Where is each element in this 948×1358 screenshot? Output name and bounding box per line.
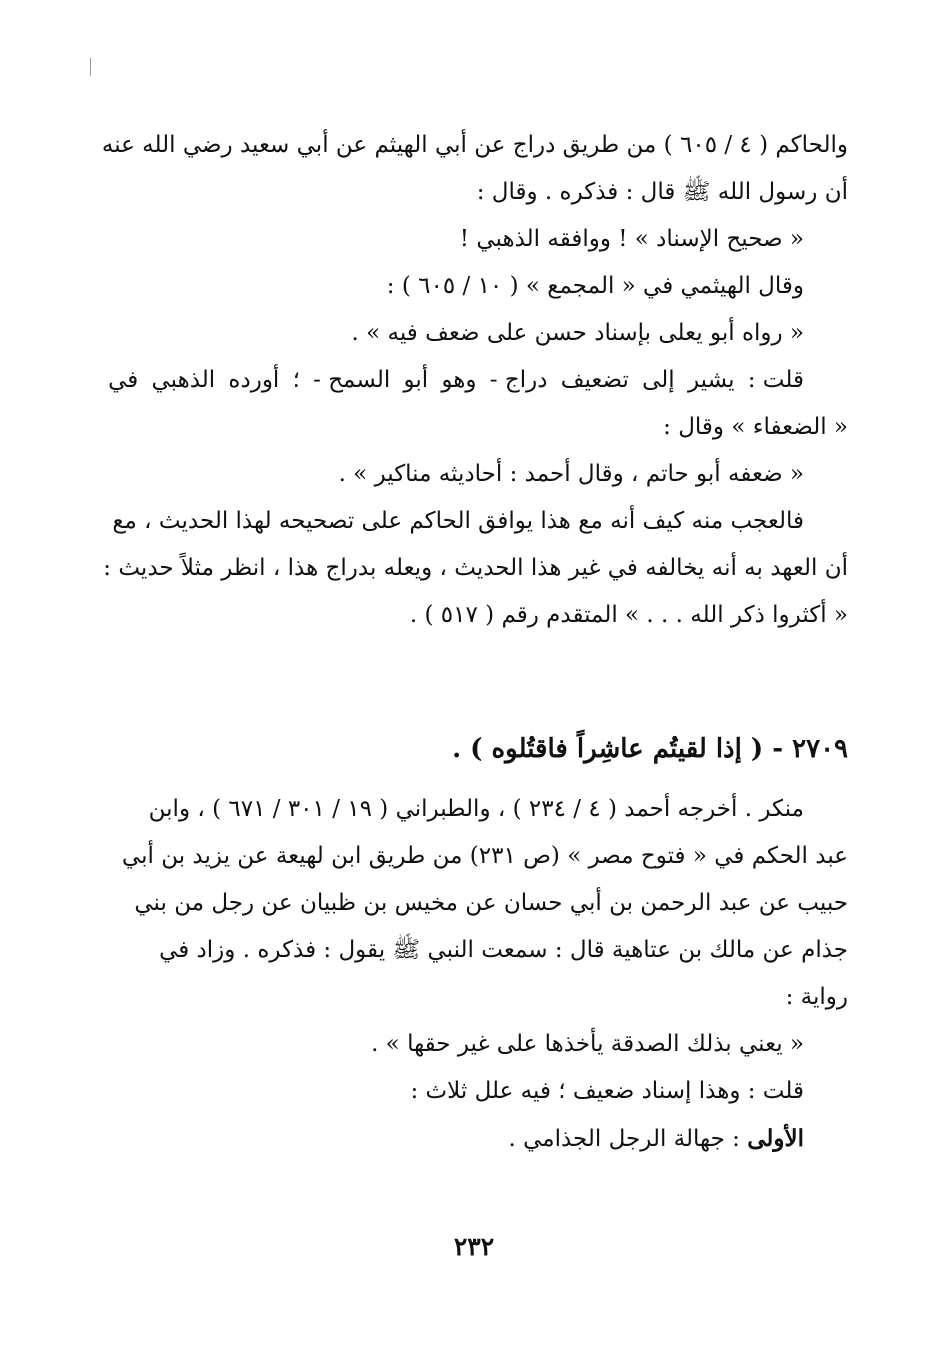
text-line: جذام عن مالك بن عتاهية قال : سمعت النبي ﷺ يقول : فذكره . وزاد في <box>159 937 848 963</box>
word: في <box>108 367 139 393</box>
hadith-heading <box>108 726 848 773</box>
quote-line: « صحيح الإسناد » ! ووافقه الذهبي ! <box>459 226 804 252</box>
text-line <box>108 1115 848 1162</box>
text-line: قلت : وهذا إسناد ضعيف ؛ فيه علل ثلاث : <box>410 1078 804 1104</box>
commentary-block <box>101 122 848 639</box>
word: تضعيف <box>560 367 629 393</box>
text-line: « أكثروا ذكر الله . . . » المتقدم رقم ( ٥١٧ ) . <box>409 602 848 628</box>
word: ؛ <box>292 367 300 393</box>
text-line: حبيب عن عبد الرحمن بن أبي حسان عن مخيس بن ظبيان عن رجل من بني <box>134 890 848 916</box>
text-line: منكر . أخرجه أحمد ( ٤ / ٢٣٤ ) ، والطبراني ( ١٩ / ٣٠١ / ٦٧١ ) ، وابن <box>148 796 804 822</box>
text-line: رواية : <box>785 984 848 1010</box>
word: قلت : <box>747 367 804 393</box>
justified-line <box>108 357 848 404</box>
word: أورده <box>228 367 280 393</box>
text-line: فالعجب منه كيف أنه مع هذا يوافق الحاكم على تصحيحه لهذا الحديث ، مع <box>112 508 804 534</box>
text-line: وقال الهيثمي في « المجمع » ( ١٠ / ٦٠٥ ) : <box>386 273 804 299</box>
text-line: والحاكم ( ٤ / ٦٠٥ ) من طريق دراج عن أبي الهيثم عن أبي سعيد رضي الله عنه <box>101 132 848 158</box>
scan-mark <box>90 58 91 76</box>
word: إلى <box>642 367 675 393</box>
quote-line: « ضعفه أبو حاتم ، وقال أحمد : أحاديثه مناكير » . <box>338 461 804 487</box>
hadith-heading-line <box>108 726 848 773</box>
text-line: عبد الحكم في « فتوح مصر » (ص ٢٣١) من طريق ابن لهيعة عن يزيد بن أبي <box>121 843 848 869</box>
quote-line: « رواه أبو يعلى بإسناد حسن على ضعف فيه » . <box>351 320 804 346</box>
word: يشير <box>687 367 735 393</box>
takhrij-block <box>108 786 848 1162</box>
text-line: أن رسول الله ﷺ قال : فذكره . وقال : <box>476 179 848 205</box>
word: الذهبي <box>151 367 216 393</box>
word: السمح - <box>313 367 391 393</box>
first-reason-text: : جهالة الرجل الجذامي . <box>508 1126 748 1152</box>
first-reason-label: الأولى <box>747 1125 804 1152</box>
hadith-text: ( إذا لقيتُم عاشِراً فاقتُلوه ) . <box>452 734 764 764</box>
hadith-number: ٢٧٠٩ <box>792 734 848 764</box>
word: دراج - <box>489 367 548 393</box>
text-line: « الضعفاء » وقال : <box>663 414 848 440</box>
text-line: أن العهد به أنه يخالفه في غير هذا الحديث ، ويعله بدراج هذا ، انظر مثلاً حديث : <box>103 555 848 581</box>
quote-line: « يعني بذلك الصدقة يأخذها على غير حقها » . <box>371 1031 804 1057</box>
word: أبو <box>403 367 429 393</box>
hadith-separator: - <box>772 734 784 764</box>
page-number: ٢٣٢ <box>453 1232 495 1261</box>
word: وهو <box>441 367 477 393</box>
